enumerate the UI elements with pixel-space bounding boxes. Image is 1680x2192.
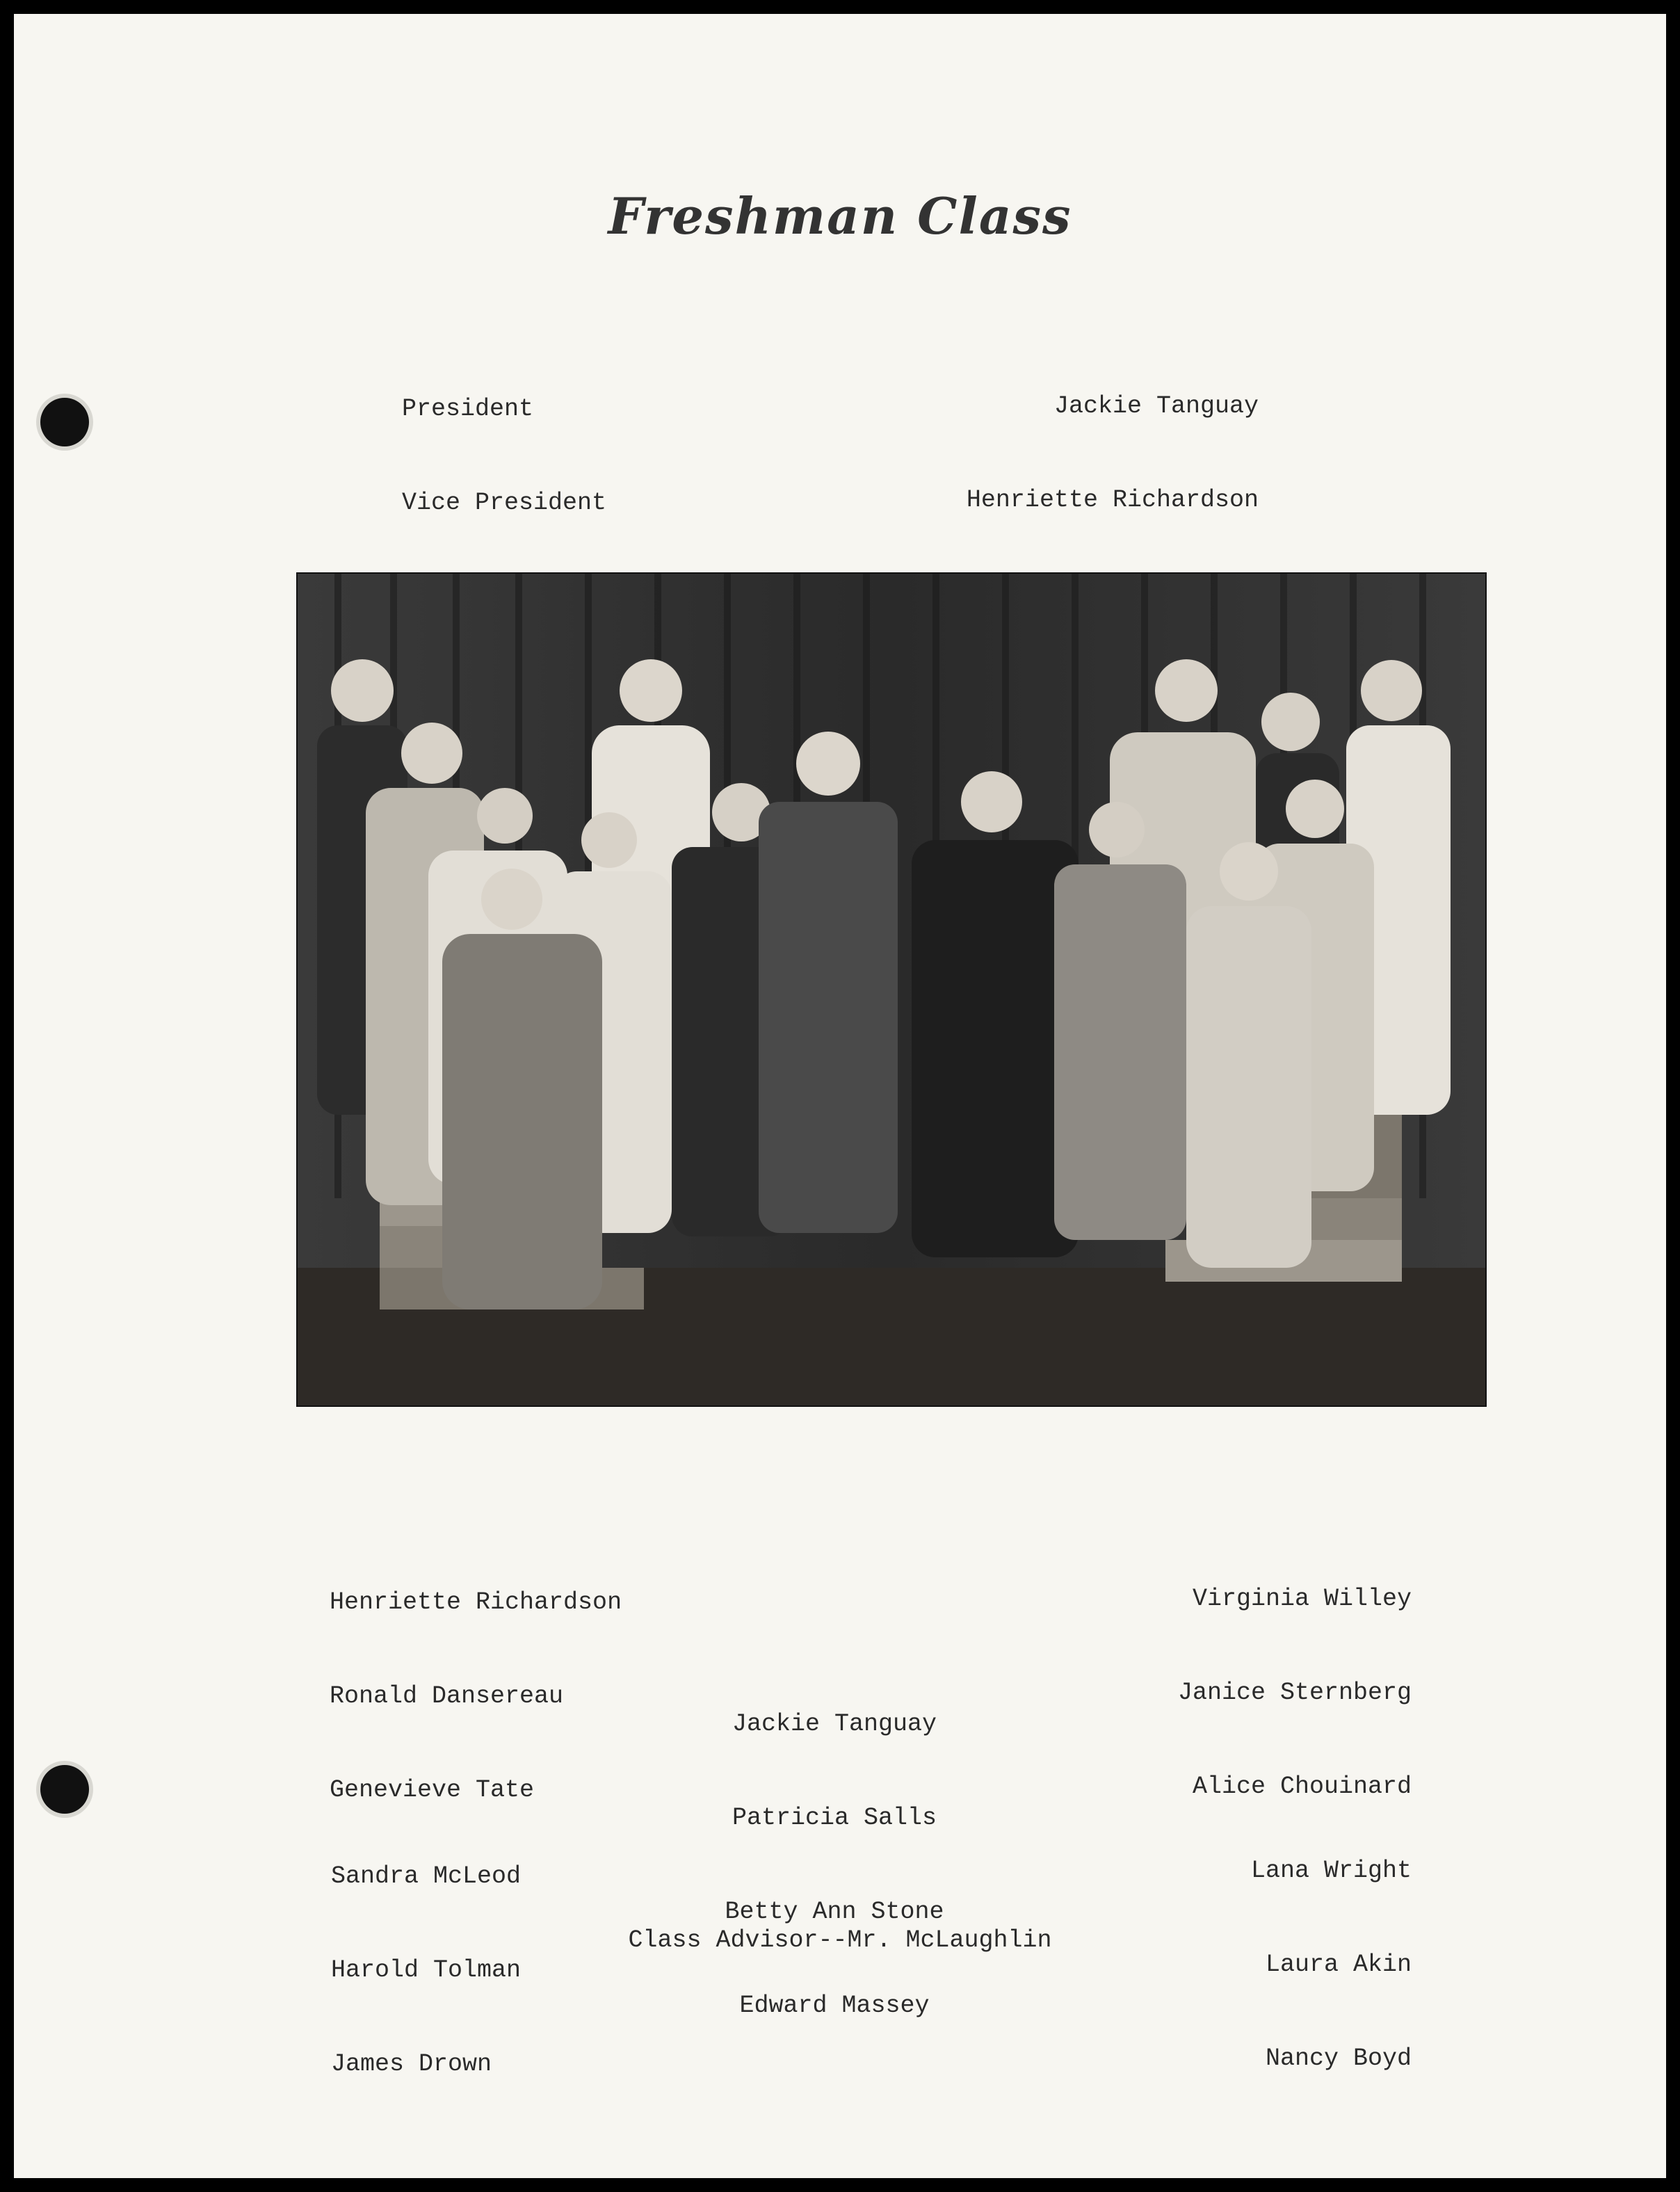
caption-name: Betty Ann Stone bbox=[725, 1898, 944, 1926]
caption-name: Janice Sternberg bbox=[1177, 1679, 1412, 1707]
officer-role: President bbox=[402, 395, 534, 423]
caption-name: Harold Tolman bbox=[331, 1956, 522, 1984]
caption-name: Laura Akin bbox=[1265, 1951, 1412, 1979]
caption-name: Genevieve Tate bbox=[330, 1776, 535, 1804]
page-title: Freshman Class bbox=[608, 186, 1072, 245]
caption-name: Jackie Tanguay bbox=[732, 1710, 937, 1738]
caption-name: James Drown bbox=[331, 2050, 492, 2078]
caption-name: Sandra McLeod bbox=[331, 1862, 522, 1890]
group-photo-icon bbox=[296, 572, 1487, 1407]
officer-name: Jackie Tanguay bbox=[1053, 392, 1259, 420]
caption-group2-center bbox=[695, 1646, 974, 2084]
caption-name: Patricia Salls bbox=[732, 1804, 937, 1832]
officer-role: Vice President bbox=[402, 489, 607, 517]
caption-group3-right bbox=[1126, 1793, 1412, 2137]
group-photo bbox=[296, 572, 1487, 1407]
caption-group3-left bbox=[331, 1798, 521, 2143]
caption-name: Henriette Richardson bbox=[330, 1588, 622, 1616]
class-advisor: Class Advisor--Mr. McLaughlin bbox=[628, 1926, 1052, 1954]
caption-name: Edward Massey bbox=[739, 1992, 930, 2020]
caption-name: Virginia Willey bbox=[1192, 1585, 1412, 1613]
officer-name: Henriette Richardson bbox=[966, 486, 1259, 514]
caption-name: Nancy Boyd bbox=[1265, 2045, 1412, 2072]
caption-name: Ronald Dansereau bbox=[330, 1682, 564, 1710]
punch-hole-top-icon bbox=[40, 398, 89, 446]
yearbook-page bbox=[14, 14, 1666, 2178]
punch-hole-bottom-icon bbox=[40, 1765, 89, 1814]
caption-name: Lana Wright bbox=[1250, 1857, 1412, 1885]
caption-name: Alice Chouinard bbox=[1192, 1773, 1412, 1800]
